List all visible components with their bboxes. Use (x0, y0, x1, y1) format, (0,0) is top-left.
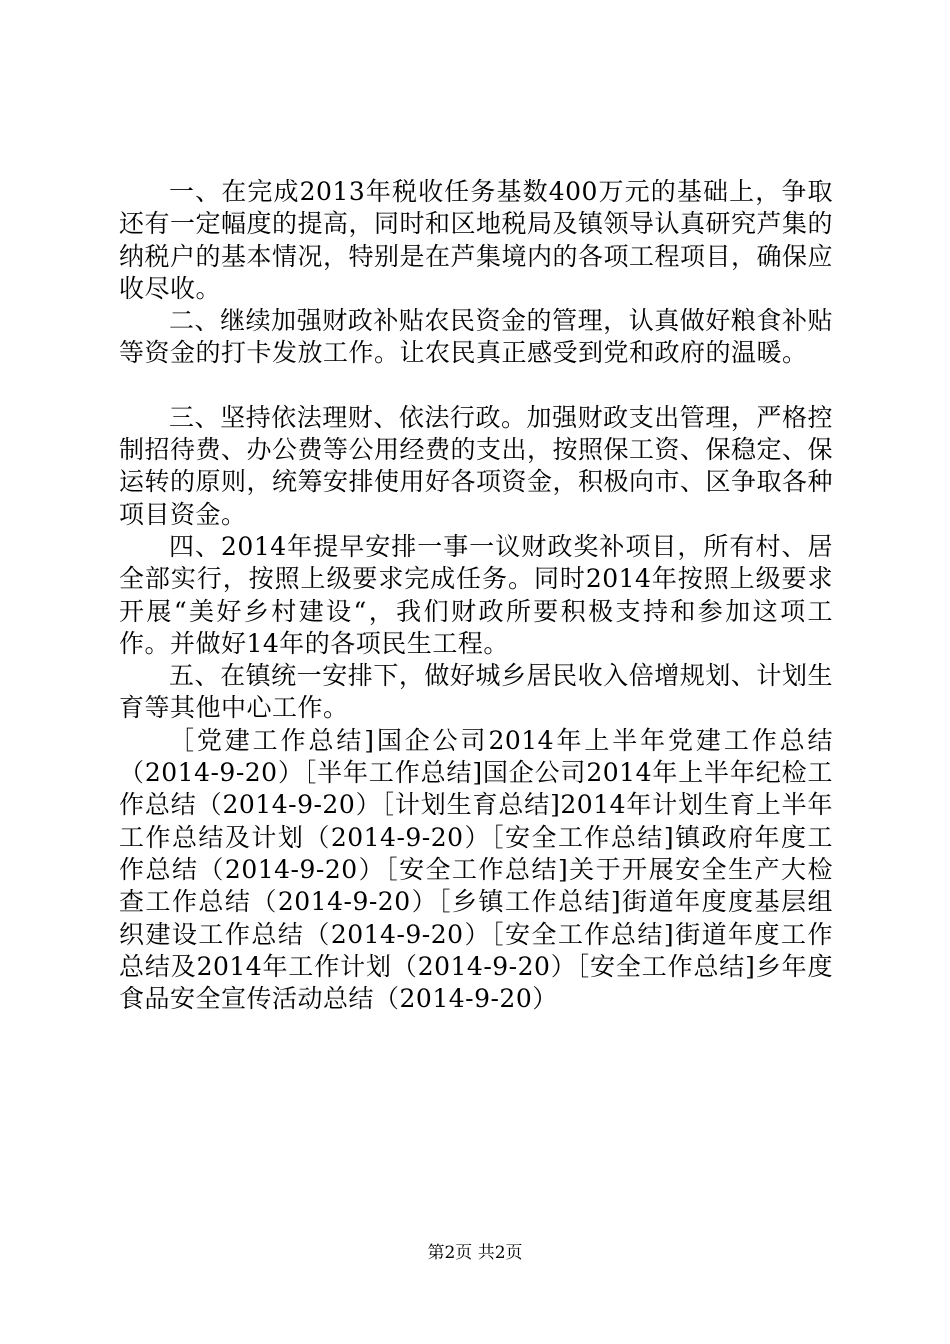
paragraph-lawful-finance: 三、坚持依法理财、依法行政。加强财政支出管理，严格控制招待费、办公费等公用经费的支出，按照保工资、保稳定、保运转的原则，统筹安排使用好各项资金，积极向市、区争取各种项目资金。 (119, 402, 834, 529)
paragraph-central-work: 五、在镇统一安排下，做好城乡居民收入倍增规划、计划生育等其他中心工作。 (119, 661, 833, 723)
document-body (119, 176, 833, 1015)
paragraph-related-articles: ［党建工作总结]国企公司2014年上半年党建工作总结（2014-9-20）［半年工作总结]国企公司2014年上半年纪检工作总结（2014-9-20）［计划生育总结]2014年计划生育上半年工作总结及计划（2014-9-20）［安全工作总结]镇政府年度工作总结（2014-9-20）［安全工作总结]关于开展安全生产大检查工作总结（2014-9-20）［乡镇工作总结]街道年度度基层组织建设工作总结（2014-9-20）［安全工作总结]街道年度工作总结及2014年工作计划（2014-9-20）［安全工作总结]乡年度食品安全宣传活动总结（2014-9-20） (119, 725, 833, 1014)
paragraph-2014-projects: 四、2014年提早安排一事一议财政奖补项目，所有村、居全部实行，按照上级要求完成任务。同时2014年按照上级要求开展“美好乡村建设“，我们财政所要积极支持和参加这项工作。并做好14年的各项民生工程。 (119, 531, 833, 658)
paragraph-farmer-subsidy: 二、继续加强财政补贴农民资金的管理，认真做好粮食补贴等资金的打卡发放工作。让农民真正感受到党和政府的温暖。 (119, 306, 833, 368)
paragraph-tax-task: 一、在完成2013年税收任务基数400万元的基础上，争取还有一定幅度的提高，同时和区地税局及镇领导认真研究芦集的纳税户的基本情况，特别是在芦集境内的各项工程项目，确保应收尽收。 (119, 177, 834, 303)
page-number-footer: 第2页 共2页 (427, 1243, 523, 1263)
